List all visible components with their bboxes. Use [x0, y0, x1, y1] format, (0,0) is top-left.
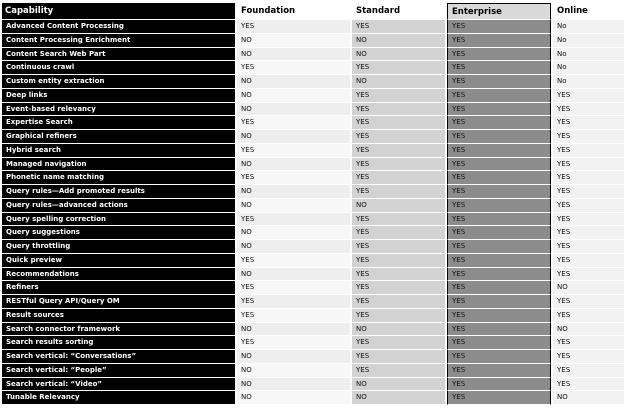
- online-cell: No: [553, 48, 624, 62]
- enterprise-cell: YES: [447, 103, 551, 117]
- standard-cell: YES: [352, 254, 445, 268]
- standard-cell: YES: [352, 336, 445, 350]
- online-cell: YES: [553, 350, 624, 364]
- online-cell: YES: [553, 268, 624, 282]
- capability-cell: Query throttling: [2, 240, 235, 254]
- enterprise-cell: YES: [447, 48, 551, 62]
- header-foundation: Foundation: [237, 3, 350, 20]
- enterprise-cell: YES: [447, 34, 551, 48]
- online-cell: YES: [553, 171, 624, 185]
- capability-cell: Expertise Search: [2, 116, 235, 130]
- capability-cell: Result sources: [2, 309, 235, 323]
- online-cell: NO: [553, 391, 624, 405]
- online-cell: No: [553, 61, 624, 75]
- capability-cell: Refiners: [2, 281, 235, 295]
- standard-cell: YES: [352, 213, 445, 227]
- foundation-cell: NO: [237, 226, 350, 240]
- capability-cell: Search vertical: “People”: [2, 364, 235, 378]
- online-cell: NO: [553, 281, 624, 295]
- standard-cell: NO: [352, 323, 445, 337]
- foundation-cell: NO: [237, 268, 350, 282]
- enterprise-cell: YES: [447, 226, 551, 240]
- foundation-cell: YES: [237, 336, 350, 350]
- online-cell: YES: [553, 295, 624, 309]
- standard-cell: NO: [352, 378, 445, 392]
- foundation-cell: NO: [237, 130, 350, 144]
- foundation-cell: YES: [237, 295, 350, 309]
- capability-cell: Search vertical: “Video”: [2, 378, 235, 392]
- standard-cell: YES: [352, 61, 445, 75]
- standard-cell: YES: [352, 89, 445, 103]
- capability-cell: Query spelling correction: [2, 213, 235, 227]
- enterprise-cell: YES: [447, 89, 551, 103]
- enterprise-cell: YES: [447, 20, 551, 34]
- enterprise-cell: YES: [447, 378, 551, 392]
- standard-cell: NO: [352, 391, 445, 405]
- capability-cell: Graphical refiners: [2, 130, 235, 144]
- online-cell: No: [553, 75, 624, 89]
- enterprise-cell: YES: [447, 391, 551, 405]
- standard-cell: NO: [352, 75, 445, 89]
- online-cell: YES: [553, 336, 624, 350]
- capability-cell: Managed navigation: [2, 158, 235, 172]
- standard-cell: YES: [352, 171, 445, 185]
- foundation-cell: YES: [237, 213, 350, 227]
- enterprise-cell: YES: [447, 336, 551, 350]
- enterprise-cell: YES: [447, 323, 551, 337]
- enterprise-cell: YES: [447, 295, 551, 309]
- foundation-cell: YES: [237, 281, 350, 295]
- standard-cell: YES: [352, 20, 445, 34]
- standard-cell: YES: [352, 185, 445, 199]
- foundation-cell: NO: [237, 199, 350, 213]
- header-enterprise: Enterprise: [447, 3, 551, 20]
- foundation-cell: NO: [237, 185, 350, 199]
- enterprise-cell: YES: [447, 350, 551, 364]
- foundation-cell: NO: [237, 103, 350, 117]
- enterprise-cell: YES: [447, 309, 551, 323]
- online-cell: YES: [553, 116, 624, 130]
- enterprise-cell: YES: [447, 281, 551, 295]
- standard-cell: YES: [352, 295, 445, 309]
- foundation-cell: YES: [237, 144, 350, 158]
- foundation-cell: NO: [237, 240, 350, 254]
- capability-cell: Content Processing Enrichment: [2, 34, 235, 48]
- enterprise-cell: YES: [447, 144, 551, 158]
- foundation-cell: NO: [237, 158, 350, 172]
- capability-cell: Deep links: [2, 89, 235, 103]
- online-cell: YES: [553, 130, 624, 144]
- capability-comparison-table: [2, 3, 624, 405]
- standard-cell: YES: [352, 240, 445, 254]
- online-cell: NO: [553, 323, 624, 337]
- capability-cell: Search results sorting: [2, 336, 235, 350]
- foundation-cell: YES: [237, 116, 350, 130]
- capability-cell: Search vertical: “Conversations”: [2, 350, 235, 364]
- standard-cell: YES: [352, 158, 445, 172]
- standard-cell: YES: [352, 364, 445, 378]
- enterprise-cell: YES: [447, 171, 551, 185]
- capability-cell: Search connector framework: [2, 323, 235, 337]
- enterprise-cell: YES: [447, 199, 551, 213]
- standard-cell: YES: [352, 130, 445, 144]
- enterprise-cell: YES: [447, 61, 551, 75]
- online-cell: YES: [553, 89, 624, 103]
- capability-cell: Recommendations: [2, 268, 235, 282]
- foundation-cell: YES: [237, 61, 350, 75]
- online-cell: YES: [553, 226, 624, 240]
- enterprise-cell: YES: [447, 364, 551, 378]
- capability-cell: Tunable Relevancy: [2, 391, 235, 405]
- capability-cell: Hybrid search: [2, 144, 235, 158]
- foundation-cell: YES: [237, 20, 350, 34]
- online-cell: YES: [553, 309, 624, 323]
- standard-cell: YES: [352, 103, 445, 117]
- header-capability: Capability: [2, 3, 235, 20]
- online-cell: YES: [553, 364, 624, 378]
- capability-cell: Continuous crawl: [2, 61, 235, 75]
- online-cell: No: [553, 20, 624, 34]
- standard-cell: YES: [352, 226, 445, 240]
- enterprise-cell: YES: [447, 116, 551, 130]
- foundation-cell: NO: [237, 48, 350, 62]
- online-cell: YES: [553, 254, 624, 268]
- enterprise-cell: YES: [447, 130, 551, 144]
- foundation-cell: NO: [237, 89, 350, 103]
- foundation-cell: NO: [237, 323, 350, 337]
- enterprise-cell: YES: [447, 213, 551, 227]
- enterprise-cell: YES: [447, 268, 551, 282]
- capability-cell: Custom entity extraction: [2, 75, 235, 89]
- standard-cell: NO: [352, 199, 445, 213]
- standard-cell: YES: [352, 116, 445, 130]
- enterprise-cell: YES: [447, 185, 551, 199]
- online-cell: YES: [553, 199, 624, 213]
- capability-cell: Phonetic name matching: [2, 171, 235, 185]
- enterprise-cell: YES: [447, 254, 551, 268]
- header-online: Online: [553, 3, 624, 20]
- enterprise-cell: YES: [447, 158, 551, 172]
- online-cell: YES: [553, 213, 624, 227]
- online-cell: No: [553, 34, 624, 48]
- enterprise-cell: YES: [447, 75, 551, 89]
- capability-cell: Advanced Content Processing: [2, 20, 235, 34]
- foundation-cell: NO: [237, 364, 350, 378]
- foundation-cell: NO: [237, 350, 350, 364]
- standard-cell: YES: [352, 144, 445, 158]
- standard-cell: YES: [352, 309, 445, 323]
- foundation-cell: NO: [237, 378, 350, 392]
- capability-cell: Query rules—Add promoted results: [2, 185, 235, 199]
- capability-cell: Query rules—advanced actions: [2, 199, 235, 213]
- online-cell: YES: [553, 103, 624, 117]
- foundation-cell: NO: [237, 391, 350, 405]
- enterprise-cell: YES: [447, 240, 551, 254]
- capability-cell: Quick preview: [2, 254, 235, 268]
- capability-cell: Content Search Web Part: [2, 48, 235, 62]
- capability-cell: RESTful Query API/Query OM: [2, 295, 235, 309]
- header-standard: Standard: [352, 3, 445, 20]
- foundation-cell: NO: [237, 34, 350, 48]
- capability-cell: Query suggestions: [2, 226, 235, 240]
- online-cell: YES: [553, 240, 624, 254]
- foundation-cell: YES: [237, 171, 350, 185]
- foundation-cell: YES: [237, 309, 350, 323]
- online-cell: YES: [553, 378, 624, 392]
- standard-cell: YES: [352, 268, 445, 282]
- standard-cell: NO: [352, 48, 445, 62]
- standard-cell: YES: [352, 281, 445, 295]
- capability-cell: Event-based relevancy: [2, 103, 235, 117]
- online-cell: YES: [553, 144, 624, 158]
- foundation-cell: YES: [237, 254, 350, 268]
- standard-cell: YES: [352, 350, 445, 364]
- standard-cell: NO: [352, 34, 445, 48]
- online-cell: YES: [553, 158, 624, 172]
- foundation-cell: NO: [237, 75, 350, 89]
- online-cell: YES: [553, 185, 624, 199]
